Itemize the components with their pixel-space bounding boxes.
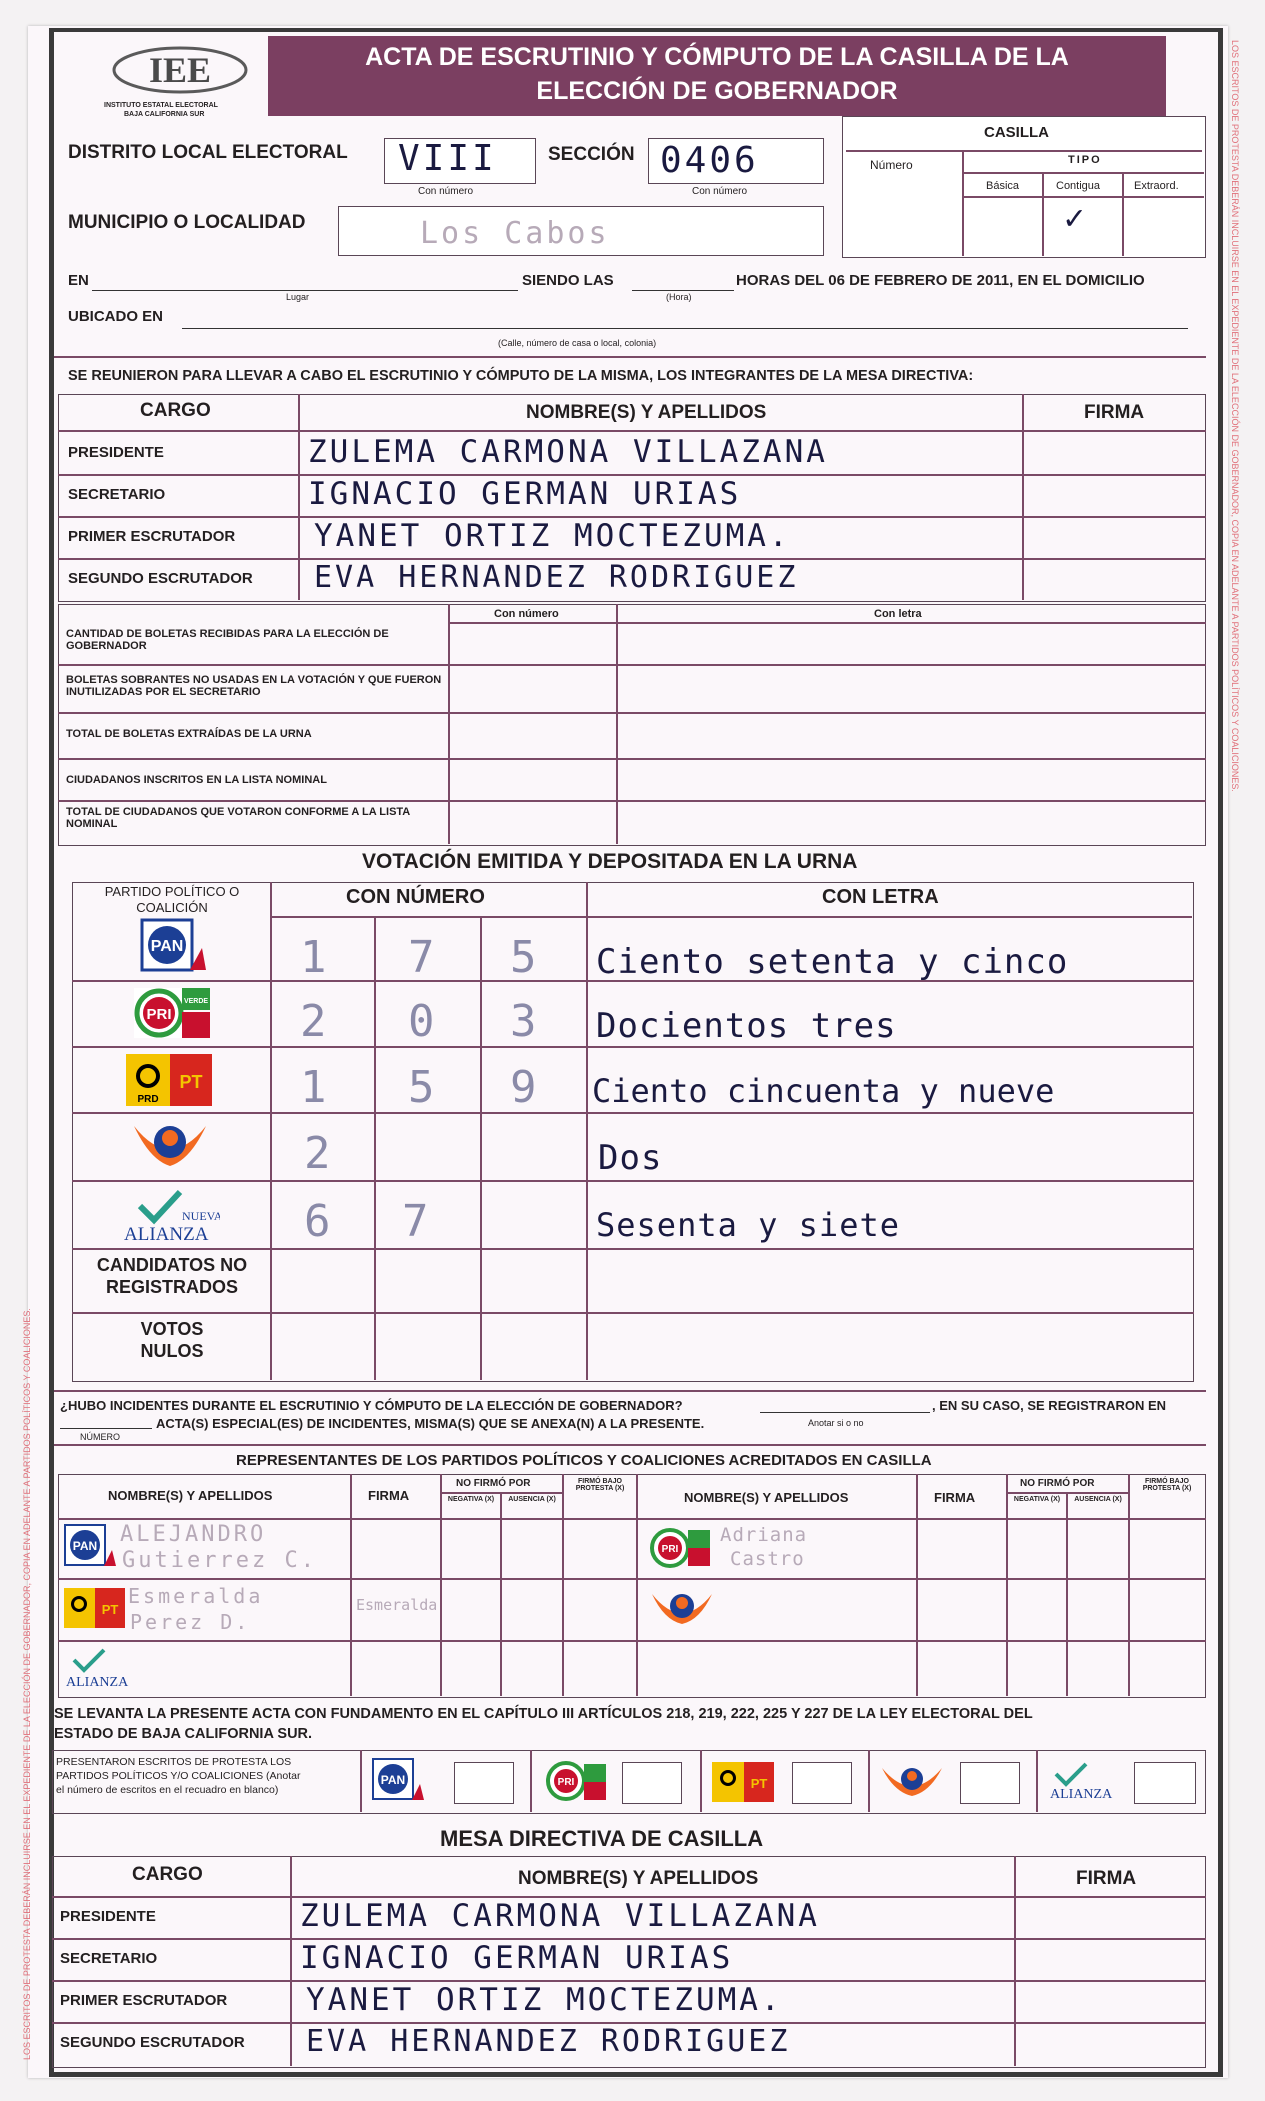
svg-text:PAN: PAN	[380, 1773, 406, 1787]
mesa-bottom-cargo-1: PRESIDENTE	[60, 1908, 156, 1925]
tipo-extraord: Extraord.	[1134, 180, 1179, 192]
mesa-bottom-col-nombre: NOMBRE(S) Y APELLIDOS	[518, 1868, 759, 1889]
boletas-row-2: BOLETAS SOBRANTES NO USADAS EN LA VOTACIÓN Y QUE FUERON INUTILIZADAS POR EL SECRETARIO	[66, 674, 442, 698]
svg-text:PRI: PRI	[557, 1777, 575, 1788]
mesa-bottom-nombre-3: YANET ORTIZ MOCTEZUMA.	[306, 1982, 783, 2018]
rep-prd-firma: Esmeralda	[356, 1596, 438, 1614]
rep-prd-pt-logo	[64, 1586, 126, 1630]
incidentes-anotar-caption: Anotar si o no	[808, 1418, 864, 1428]
votacion-col-partido: PARTIDO POLÍTICO O COALICIÓN	[104, 884, 240, 915]
boletas-row-5: TOTAL DE CIUDADANOS QUE VOTARON CONFORME A LA LISTA NOMINAL	[66, 806, 410, 830]
alianza-text: ALIANZA	[124, 1224, 209, 1245]
calle-caption: (Calle, número de casa o local, colonia)	[498, 338, 657, 348]
rep-pri-name2: Castro	[730, 1548, 805, 1570]
protesta-pri-box[interactable]	[622, 1762, 682, 1804]
mesa-bottom-col-firma: FIRMA	[1076, 1868, 1137, 1889]
pri-d3: 3	[510, 996, 540, 1047]
pri-d1: 2	[300, 996, 330, 1047]
org-name-2: BAJA CALIFORNIA SUR	[124, 111, 205, 118]
tipo-basica: Básica	[986, 180, 1020, 192]
mesa-top-nombre-1: ZULEMA CARMONA VILLAZANA	[308, 434, 828, 470]
checkbox-extraord[interactable]	[1126, 200, 1200, 252]
numero-label: Número	[870, 158, 913, 172]
svg-text:ALIANZA: ALIANZA	[66, 1675, 129, 1690]
rep-pan-logo	[64, 1524, 118, 1572]
mesa-top-col-nombre: NOMBRE(S) Y APELLIDOS	[526, 402, 767, 423]
mesa-bottom-nombre-1: ZULEMA CARMONA VILLAZANA	[300, 1898, 820, 1934]
incidentes-line2: ACTA(S) ESPECIAL(ES) DE INCIDENTES, MISMA(S) QUE SE ANEXA(N) A LA PRESENTE.	[156, 1416, 705, 1431]
rep-right-col-negativa: NEGATIVA (X)	[1013, 1496, 1061, 1503]
rep-right-col-nombre: NOMBRE(S) Y APELLIDOS	[684, 1490, 849, 1505]
na-d1: 6	[304, 1196, 334, 1247]
checkbox-basica[interactable]	[966, 200, 1038, 252]
mesa-bottom-col-cargo: CARGO	[132, 1864, 203, 1885]
pri-verde-logo	[132, 984, 212, 1042]
rep-pan-name1: ALEJANDRO	[120, 1522, 267, 1547]
title-band	[268, 36, 1166, 116]
rep-prd-name1: Esmeralda	[128, 1584, 264, 1608]
rep-pri-name1: Adriana	[720, 1524, 808, 1546]
tipo-label: TIPO	[1068, 154, 1102, 166]
pan-logo	[140, 918, 210, 976]
rep-na-logo	[64, 1646, 138, 1690]
casilla-label: CASILLA	[984, 124, 1049, 141]
incidentes-answer-line[interactable]	[760, 1412, 930, 1413]
en-label: EN	[68, 272, 89, 289]
hora-caption: (Hora)	[666, 292, 692, 302]
protesta-text3: el número de escritos en el recuadro en blanco)	[56, 1784, 279, 1796]
rep-left-col-ausencia: AUSENCIA (X)	[508, 1496, 556, 1503]
pan-d3: 5	[510, 932, 540, 983]
fundamento-line2: ESTADO DE BAJA CALIFORNIA SUR.	[54, 1726, 313, 1742]
rep-left-col-negativa: NEGATIVA (X)	[447, 1496, 495, 1503]
seccion-caption: Con número	[692, 186, 748, 197]
tipo-contigua: Contigua	[1056, 180, 1101, 192]
rep-right-col-ausencia: AUSENCIA (X)	[1074, 1496, 1122, 1503]
mesa-top-cargo-4: SEGUNDO ESCRUTADOR	[68, 570, 253, 587]
incidentes-line1: ¿HUBO INCIDENTES DURANTE EL ESCRUTINIO Y CÓMPUTO DE LA ELECCIÓN DE GOBERNADOR?	[60, 1398, 683, 1413]
rep-conv-logo	[650, 1586, 714, 1632]
prd-pt-logo	[126, 1052, 214, 1108]
votacion-title: VOTACIÓN EMITIDA Y DEPOSITADA EN LA URNA	[362, 850, 858, 873]
municipio-label: MUNICIPIO O LOCALIDAD	[68, 212, 306, 233]
protesta-pan-box[interactable]	[454, 1762, 514, 1804]
rep-left-col-firma: FIRMA	[368, 1488, 410, 1503]
svg-text:PT: PT	[750, 1776, 768, 1791]
iee-logo	[100, 40, 260, 120]
mesa-top-nombre-3: YANET ORTIZ MOCTEZUMA.	[314, 518, 791, 554]
svg-text:PRD: PRD	[137, 1094, 159, 1105]
rep-right-col-protesta: FIRMÓ BAJO PROTESTA (X)	[1142, 1478, 1192, 1492]
svg-text:PT: PT	[179, 1072, 203, 1092]
hora-line[interactable]	[632, 290, 734, 291]
svg-text:PRI: PRI	[661, 1544, 679, 1555]
prd-d2: 5	[408, 1062, 438, 1113]
reunion-text: SE REUNIERON PARA LLEVAR A CABO EL ESCRUTINIO Y CÓMPUTO DE LA MISMA, LOS INTEGRANTES DE LA MESA DIRECTIVA:	[68, 368, 974, 384]
title-line-2: ELECCIÓN DE GOBERNADOR	[536, 77, 898, 105]
mesa-top-cargo-2: SECRETARIO	[68, 486, 166, 503]
svg-text:PAN: PAN	[72, 1539, 98, 1553]
side-note-left: LOS ESCRITOS DE PROTESTA DEBERÁN INCLUIRSE EN EL EXPEDIENTE DE LA ELECCIÓN DE GOBERNADOR, COPIA EN ADELANTE A PARTIDOS POLÍTICOS Y COALICIONES.	[22, 1308, 32, 2060]
mesa-top-nombre-2: IGNACIO GERMAN URIAS	[308, 476, 742, 512]
mesa-top-col-cargo: CARGO	[140, 400, 211, 421]
incidentes-numero-caption: NÚMERO	[80, 1432, 120, 1442]
tipo-check-mark: ✓	[1064, 198, 1088, 238]
rep-right-col-firma: FIRMA	[934, 1490, 976, 1505]
protesta-na-box[interactable]	[1134, 1762, 1196, 1804]
protesta-pan-logo	[372, 1758, 426, 1804]
fundamento-line1: SE LEVANTA LA PRESENTE ACTA CON FUNDAMENTO EN EL CAPÍTULO III ARTÍCULOS 218, 219, 222, 225 Y 227 DE LA LEY ELECTORAL DEL	[54, 1706, 1033, 1722]
mesa-bottom-cargo-2: SECRETARIO	[60, 1950, 158, 1967]
seccion-value: 0406	[660, 140, 759, 181]
distrito-caption: Con número	[418, 186, 474, 197]
org-name-1: INSTITUTO ESTATAL ELECTORAL	[104, 102, 218, 109]
rep-right-col-no-firmo: NO FIRMÓ POR	[1020, 1478, 1095, 1489]
svg-text:ALIANZA: ALIANZA	[1050, 1787, 1113, 1802]
incidentes-line1-end: , EN SU CASO, SE REGISTRARON EN	[932, 1398, 1167, 1413]
municipio-value: Los Cabos	[420, 216, 610, 251]
boletas-row-4: CIUDADANOS INSCRITOS EN LA LISTA NOMINAL	[66, 774, 327, 786]
mesa-bottom-cargo-4: SEGUNDO ESCRUTADOR	[60, 2034, 245, 2051]
mesa-top-col-firma: FIRMA	[1084, 402, 1145, 423]
row-votos-nulos-label: VOTOS NULOS	[140, 1319, 204, 1361]
nueva-alianza-logo	[120, 1186, 220, 1246]
convergencia-logo	[130, 1116, 210, 1178]
pan-letra: Ciento setenta y cinco	[596, 942, 1069, 982]
boletas-col-numero: Con número	[494, 608, 559, 620]
pan-d1: 1	[300, 932, 330, 983]
boletas-row-1: CANTIDAD DE BOLETAS RECIBIDAS PARA LA ELECCIÓN DE GOBERNADOR	[66, 628, 389, 652]
protesta-na-logo	[1046, 1760, 1126, 1804]
svg-text:PT: PT	[101, 1602, 119, 1617]
conv-letra: Dos	[598, 1138, 663, 1178]
prd-letra: Ciento cincuenta y nueve	[592, 1072, 1055, 1110]
pri-d2: 0	[408, 996, 438, 1047]
svg-text:PAN: PAN	[150, 938, 184, 955]
en-line[interactable]	[92, 290, 518, 291]
iee-logo-text: IEE	[148, 50, 212, 90]
protesta-conv-box[interactable]	[960, 1762, 1020, 1804]
siendo-label: SIENDO LAS	[522, 272, 614, 289]
boletas-col-letra: Con letra	[874, 608, 922, 620]
protesta-prd-logo	[712, 1762, 776, 1802]
protesta-prd-box[interactable]	[792, 1762, 852, 1804]
protesta-text1: PRESENTARON ESCRITOS DE PROTESTA LOS	[56, 1756, 292, 1768]
rep-left-col-no-firmo: NO FIRMÓ POR	[456, 1478, 531, 1489]
pan-d2: 7	[408, 932, 438, 983]
ubicado-line[interactable]	[182, 328, 1188, 329]
rep-left-col-protesta: FIRMÓ BAJO PROTESTA (X)	[575, 1478, 625, 1492]
mesa-bottom-title: MESA DIRECTIVA DE CASILLA	[440, 1826, 764, 1851]
boletas-row-3: TOTAL DE BOLETAS EXTRAÍDAS DE LA URNA	[66, 728, 312, 740]
conv-d1: 2	[304, 1128, 334, 1179]
rep-prd-name2: Perez D.	[130, 1610, 251, 1634]
protesta-text2: PARTIDOS POLÍTICOS Y/O COALICIONES (Anotar	[56, 1770, 301, 1782]
horas-text: HORAS DEL 06 DE FEBRERO DE 2011, EN EL DOMICILIO	[736, 272, 1145, 289]
ubicado-label: UBICADO EN	[68, 308, 164, 325]
incidentes-numero-line[interactable]	[60, 1428, 152, 1429]
rep-title: REPRESENTANTES DE LOS PARTIDOS POLÍTICOS Y COALICIONES ACREDITADOS EN CASILLA	[236, 1452, 932, 1469]
protesta-conv-logo	[880, 1760, 944, 1804]
na-d2: 7	[402, 1196, 432, 1247]
votacion-col-numero: CON NÚMERO	[346, 886, 485, 908]
svg-text:PRI: PRI	[146, 1006, 172, 1023]
distrito-value: VIII	[398, 138, 497, 179]
mesa-bottom-nombre-4: EVA HERNANDEZ RODRIGUEZ	[306, 2024, 791, 2059]
lugar-caption: Lugar	[286, 292, 310, 302]
prd-d1: 1	[300, 1062, 330, 1113]
rep-pri-logo	[648, 1524, 712, 1572]
mesa-top-nombre-4: EVA HERNANDEZ RODRIGUEZ	[314, 560, 799, 595]
prd-d3: 9	[510, 1062, 540, 1113]
votacion-col-letra: CON LETRA	[822, 886, 939, 908]
pri-letra: Docientos tres	[596, 1006, 897, 1046]
side-note-right: LOS ESCRITOS DE PROTESTA DEBERÁN INCLUIRSE EN EL EXPEDIENTE DE LA ELECCIÓN DE GOBERNADOR, COPIA EN ADELANTE A PARTIDOS POLÍTICOS Y COALICIONES.	[1230, 40, 1240, 792]
rep-left-col-nombre: NOMBRE(S) Y APELLIDOS	[108, 1488, 273, 1503]
mesa-bottom-cargo-3: PRIMER ESCRUTADOR	[60, 1992, 228, 2009]
mesa-top-cargo-3: PRIMER ESCRUTADOR	[68, 528, 236, 545]
mesa-top-cargo-1: PRESIDENTE	[68, 444, 164, 461]
row-no-registrados-label: CANDIDATOS NO REGISTRADOS	[96, 1255, 248, 1297]
mesa-bottom-nombre-2: IGNACIO GERMAN URIAS	[300, 1940, 734, 1976]
protesta-pri-logo	[544, 1758, 608, 1804]
distrito-label: DISTRITO LOCAL ELECTORAL	[68, 142, 348, 163]
title-line-1: ACTA DE ESCRUTINIO Y CÓMPUTO DE LA CASILLA DE LA	[365, 43, 1069, 71]
na-letra: Sesenta y siete	[596, 1206, 900, 1244]
rep-pan-name2: Gutierrez C.	[122, 1548, 317, 1573]
verde-text: VERDE	[183, 998, 209, 1005]
nueva-text: NUEVA	[182, 1209, 220, 1223]
seccion-label: SECCIÓN	[548, 144, 635, 165]
